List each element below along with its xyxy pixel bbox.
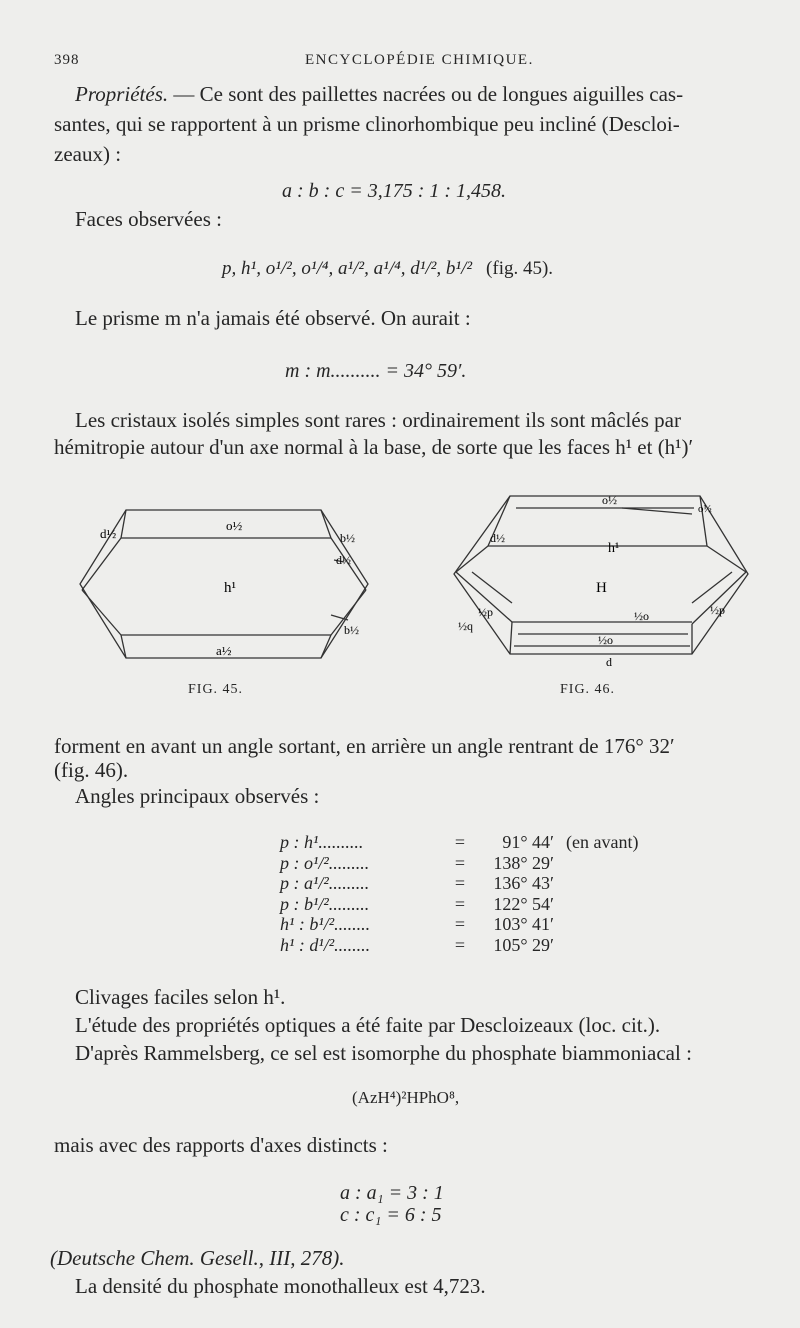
equals-sign: = <box>454 914 466 934</box>
equals-sign: = <box>454 873 466 893</box>
fig46-label-top-right: o½ <box>698 503 712 515</box>
after-figs-line-1: forment en avant un angle sortant, en arrière un angle rentrant de 176° 32′ <box>54 734 675 758</box>
equals-sign: = <box>454 934 466 955</box>
angle-row <box>280 914 638 935</box>
rammelsberg-line: D'après Rammelsberg, ce sel est isomorphe du phosphate biammoniacal : <box>75 1041 692 1065</box>
macles-line-1: Les cristaux isolés simples sont rares : ordinairement ils sont mâclés par <box>75 408 681 432</box>
section-label: Propriétés. <box>75 82 169 106</box>
intro-line-2: santes, qui se rapportent à un prisme clinorhombique peu incliné (Descloi- <box>54 112 680 136</box>
faces-line <box>222 258 553 280</box>
figure-45-crystal <box>76 500 376 670</box>
angle-row <box>280 935 638 956</box>
angle-faces: h¹ : d¹/²........ <box>280 934 371 955</box>
fig46-label-top: o½ <box>602 493 617 507</box>
faces-label: Faces observées : <box>75 207 222 231</box>
angle-value: 122° 54′ <box>493 893 554 914</box>
intro-line-1-text: — Ce sont des paillettes nacrées ou de longues aiguilles cas- <box>168 82 684 106</box>
angles-table <box>280 832 638 955</box>
optics-line: L'étude des propriétés optiques a été faite par Descloizeaux (loc. cit.). <box>75 1013 661 1037</box>
intro-line-1 <box>75 82 683 107</box>
prism-text: Le prisme m n'a jamais été observé. On aurait : <box>75 306 471 330</box>
fig46-label-right-p: ½p <box>710 603 725 617</box>
fig45-label-bottom: a½ <box>216 643 232 658</box>
fig45-label-right-top: b½ <box>340 531 355 545</box>
figure-46-crystal <box>452 488 750 678</box>
angle-value: 105° 29′ <box>493 934 554 955</box>
angle-faces: h¹ : b¹/²........ <box>280 914 371 934</box>
angle-row <box>280 894 638 915</box>
macles-line-2: hémitropie autour d'un axe normal à la base, de sorte que les faces h¹ et (h¹)′ <box>54 435 694 459</box>
angle-faces: p : o¹/²......... <box>280 852 370 873</box>
angle-faces: p : h¹.......... <box>280 832 364 852</box>
fig46-label-center: H <box>596 580 607 596</box>
fig45-label-top: o½ <box>226 518 243 533</box>
prism-formula: m : m.......... = 34° 59′. <box>285 360 467 382</box>
density-line: La densité du phosphate monothalleux est 4,723. <box>75 1274 486 1298</box>
equals-sign: = <box>454 852 466 873</box>
running-title: ENCYCLOPÉDIE CHIMIQUE. <box>305 52 534 68</box>
ratio-line-1: a : a₁ = 3 : 1 <box>340 1182 444 1204</box>
angle-row <box>280 853 638 874</box>
angle-faces: p : a¹/²......... <box>280 873 370 893</box>
equals-sign: = <box>454 893 466 914</box>
angle-value: 136° 43′ <box>493 873 554 893</box>
page-number: 398 <box>54 52 80 68</box>
distinct-line: mais avec des rapports d'axes distincts : <box>54 1133 388 1157</box>
fig45-label-right-bottom: b½ <box>344 623 359 637</box>
ratio-line-2: c : c₁ = 6 : 5 <box>340 1204 442 1226</box>
fig45-label-right-mid: d½ <box>336 553 351 567</box>
angles-title: Angles principaux observés : <box>75 784 320 808</box>
faces-list: p, h¹, o¹/², o¹/⁴, a¹/², a¹/⁴, d¹/², b¹/² <box>222 258 473 279</box>
angle-note: (en avant) <box>566 832 639 852</box>
figure-45-caption: FIG. 45. <box>188 682 244 697</box>
fig46-label-left: d½ <box>490 531 505 545</box>
faces-ref: (fig. 45). <box>486 258 554 279</box>
fig45-label-left: d½ <box>100 526 117 541</box>
fig45-label-center: h¹ <box>224 580 236 596</box>
citation: (Deutsche Chem. Gesell., III, 278). <box>50 1246 345 1270</box>
fig46-label-center-top: h¹ <box>608 541 620 556</box>
fig46-label-left-p: ½p <box>478 605 493 619</box>
figure-46-caption: FIG. 46. <box>560 682 616 697</box>
angle-value: 138° 29′ <box>493 852 554 873</box>
angle-value: 91° 44′ <box>502 832 554 852</box>
chemical-formula: (AzH⁴)²HPhO⁸, <box>352 1088 460 1107</box>
fig46-label-bottom-o2: ½o <box>598 633 613 647</box>
cleavage-line: Clivages faciles selon h¹. <box>75 985 286 1009</box>
angle-row <box>280 832 638 853</box>
fig46-label-bottom-o: ½o <box>634 609 649 623</box>
fig46-label-left-q: ½q <box>458 619 473 633</box>
angle-faces: p : b¹/²......... <box>280 893 370 914</box>
angle-value: 103° 41′ <box>493 914 554 934</box>
after-figs-line-2: (fig. 46). <box>54 758 129 782</box>
fig46-label-bottom-d: d <box>606 655 612 669</box>
intro-line-3: zeaux) : <box>54 142 122 166</box>
axis-ratio: a : b : c = 3,175 : 1 : 1,458. <box>282 180 507 202</box>
angle-row <box>280 873 638 894</box>
equals-sign: = <box>454 832 466 852</box>
